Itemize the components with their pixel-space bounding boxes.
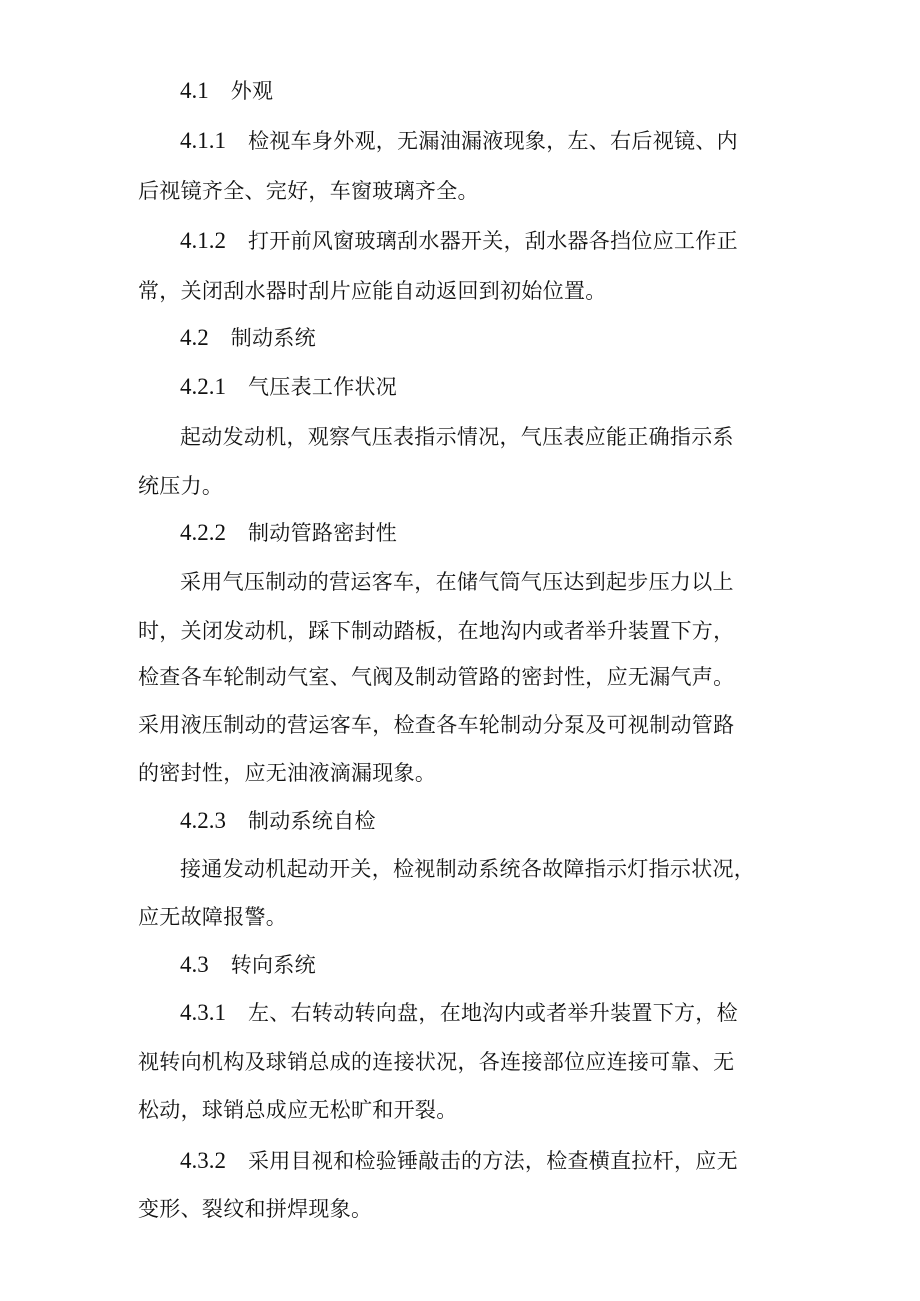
clause-4-2-1-line-2: 统压力。 <box>138 474 224 498</box>
clause-4-2-1-heading <box>180 372 397 402</box>
paragraph-text: 检视车身外观，无漏油漏液现象，左、右后视镜、内 <box>248 129 738 153</box>
paragraph-text: 打开前风窗玻璃刮水器开关，刮水器各挡位应工作正 <box>248 229 738 253</box>
clause-4-3-2-line-1 <box>180 1146 738 1176</box>
section-number: 4.2 <box>180 325 209 350</box>
clause-4-2-2-line-3: 检查各车轮制动气室、气阀及制动管路的密封性，应无漏气声。 <box>138 665 735 689</box>
clause-4-2-2-line-1: 采用气压制动的营运客车，在储气筒气压达到起步压力以上 <box>180 570 734 594</box>
clause-4-2-2-line-5: 的密封性，应无油液滴漏现象。 <box>138 761 437 785</box>
clause-number: 4.2.3 <box>180 808 226 833</box>
clause-4-3-1-line-3: 松动，球销总成应无松旷和开裂。 <box>138 1098 458 1122</box>
clause-4-2-3-heading <box>180 806 376 836</box>
clause-title: 气压表工作状况 <box>248 375 398 399</box>
clause-4-2-2-heading <box>180 518 397 548</box>
clause-4-1-1-line-1 <box>180 126 738 156</box>
clause-4-3-1-line-1 <box>180 998 738 1028</box>
clause-title: 制动系统自检 <box>248 809 376 833</box>
section-number: 4.1 <box>180 78 209 103</box>
paragraph-text: 左、右转动转向盘，在地沟内或者举升装置下方，检 <box>248 1001 738 1025</box>
clause-4-2-2-line-4: 采用液压制动的营运客车，检查各车轮制动分泵及可视制动管路 <box>138 713 735 737</box>
clause-number: 4.1.2 <box>180 228 226 253</box>
clause-4-2-1-line-1: 起动发动机，观察气压表指示情况，气压表应能正确指示系 <box>180 425 734 449</box>
clause-title: 制动管路密封性 <box>248 521 398 545</box>
clause-4-1-1-line-2: 后视镜齐全、完好，车窗玻璃齐全。 <box>138 179 479 203</box>
clause-4-3-1-line-2: 视转向机构及球销总成的连接状况，各连接部位应连接可靠、无 <box>138 1050 735 1074</box>
section-4-1-heading <box>180 76 273 106</box>
clause-number: 4.3.2 <box>180 1148 226 1173</box>
section-title: 制动系统 <box>230 326 316 350</box>
clause-number: 4.1.1 <box>180 128 226 153</box>
section-title: 转向系统 <box>230 953 316 977</box>
section-4-2-heading <box>180 323 316 353</box>
clause-number: 4.3.1 <box>180 1000 226 1025</box>
clause-4-2-2-line-2: 时，关闭发动机，踩下制动踏板，在地沟内或者举升装置下方， <box>138 619 735 643</box>
section-title: 外观 <box>230 79 274 103</box>
clause-4-2-3-line-1: 接通发动机起动开关，检视制动系统各故障指示灯指示状况， <box>180 857 756 881</box>
section-4-3-heading <box>180 950 316 980</box>
clause-number: 4.2.1 <box>180 374 226 399</box>
section-number: 4.3 <box>180 952 209 977</box>
clause-4-1-2-line-2: 常，关闭刮水器时刮片应能自动返回到初始位置。 <box>138 279 607 303</box>
clause-number: 4.2.2 <box>180 520 226 545</box>
paragraph-text: 采用目视和检验锤敲击的方法，检查横直拉杆，应无 <box>248 1149 738 1173</box>
clause-4-1-2-line-1 <box>180 226 738 256</box>
clause-4-3-2-line-2: 变形、裂纹和拼焊现象。 <box>138 1197 373 1221</box>
clause-4-2-3-line-2: 应无故障报警。 <box>138 905 288 929</box>
